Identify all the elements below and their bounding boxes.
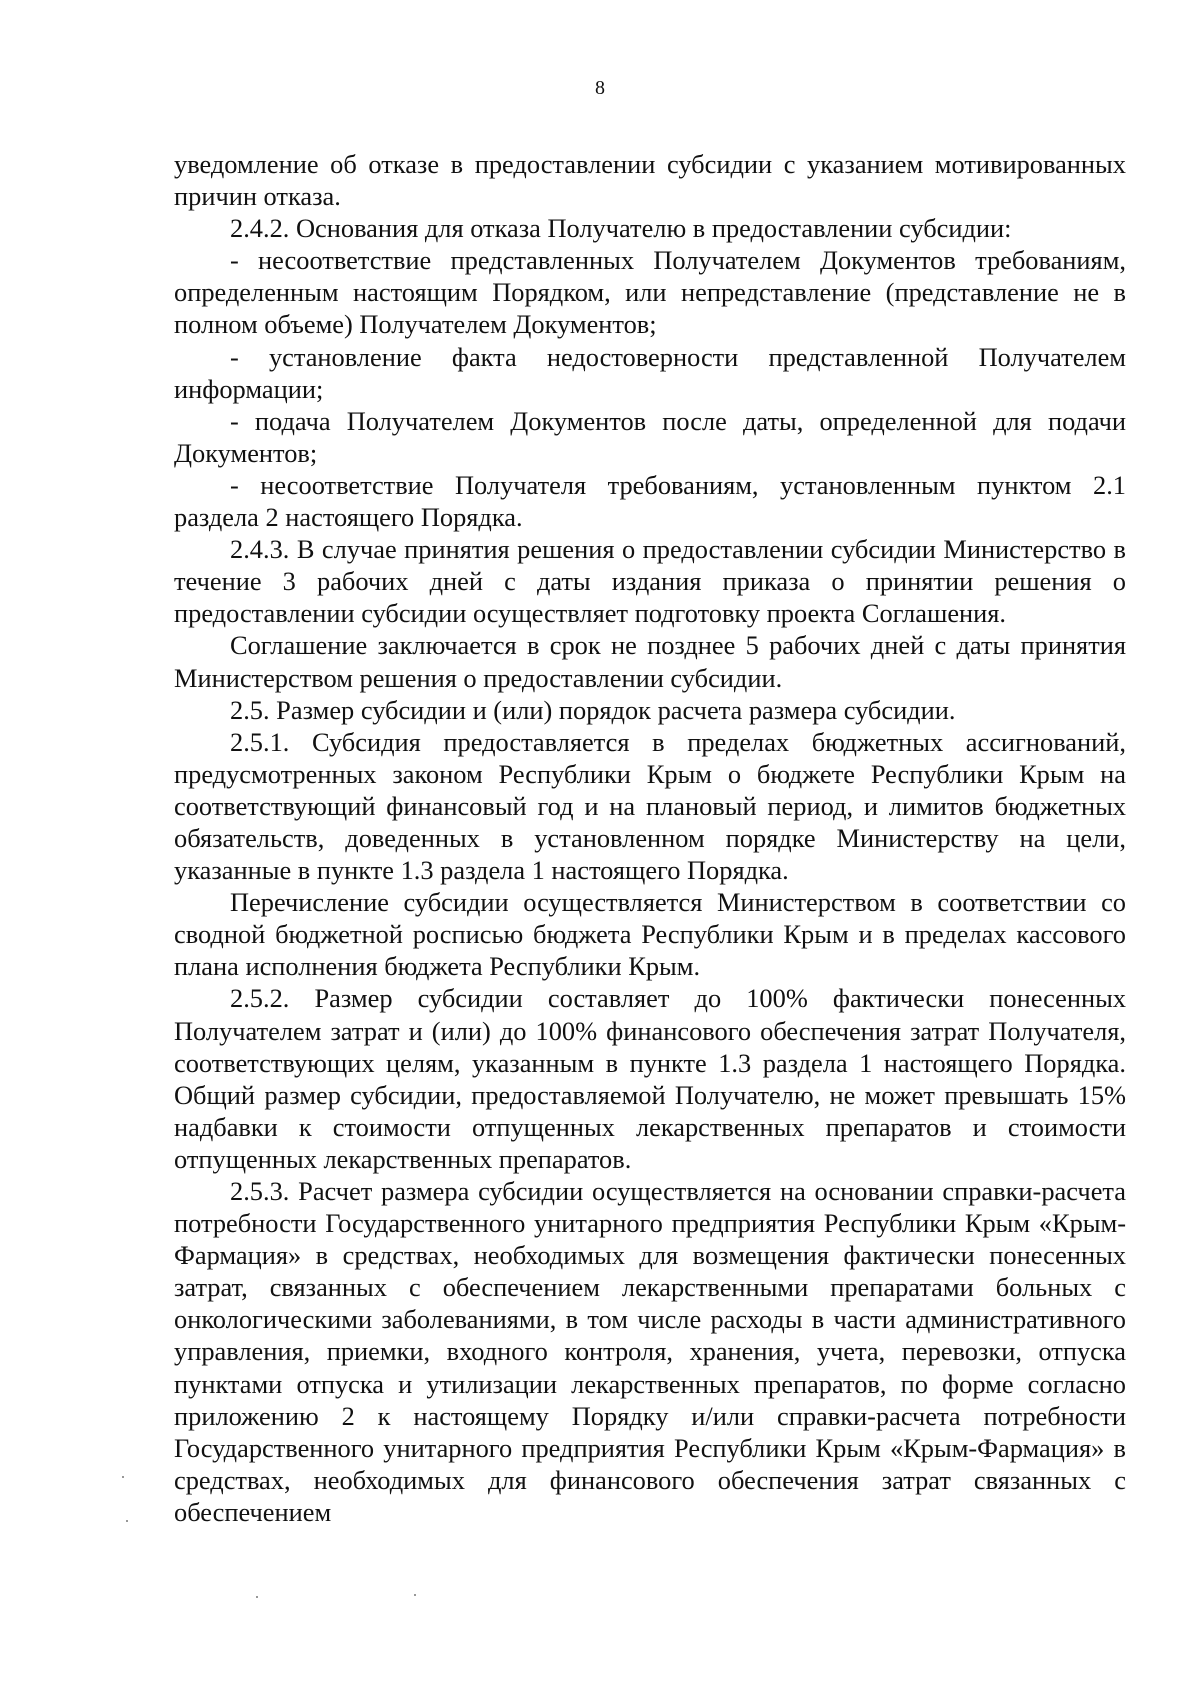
document-text <box>174 148 1126 1528</box>
paragraph-2-5-2: 2.5.2. Размер субсидии составляет до 100% фактически понесенных Получателем затрат и (или) до 100% финансового обеспечения затрат Получателя, соответствующих целям, указанным в пункте 1.3 раздела 1 настоящего Порядка. Общий размер субсидии, предоставляемой Получателю, не может превышать 15% надбавки к стоимости отпущенных лекарственных препаратов и стоимости отпущенных лекарственных препаратов. <box>174 983 1126 1174</box>
paragraph-2-5-1: 2.5.1. Субсидия предоставляется в пределах бюджетных ассигнований, предусмотренных законом Республики Крым о бюджете Республики Крым на соответствующий финансовый год и на плановый период, и лимитов бюджетных обязательств, доведенных в установленном порядке Министерству на цели, указанные в пункте 1.3 раздела 1 настоящего Порядка. <box>174 726 1126 886</box>
paragraph-refusal-notice: уведомление об отказе в предоставлении субсидии с указанием мотивированных причин отказа. <box>174 149 1126 212</box>
paragraph-2-5: 2.5. Размер субсидии и (или) порядок расчета размера субсидии. <box>230 694 956 725</box>
page-number: 8 <box>595 77 605 99</box>
scan-speck <box>126 1520 128 1522</box>
scan-speck <box>256 1596 258 1598</box>
list-item-noncompliance-recipient: - несоответствие Получателя требованиям, установленным пунктом 2.1 раздела 2 настоящего Порядка. <box>174 469 1126 533</box>
scan-speck <box>122 1476 124 1478</box>
paragraph-2-4-3: 2.4.3. В случае принятия решения о предоставлении субсидии Министерство в течение 3 рабочих дней с даты издания приказа о принятии решения о предоставлении субсидии осуществляет подготовку проекта Соглашения. <box>174 534 1126 629</box>
paragraph-2-5-3: 2.5.3. Расчет размера субсидии осуществляется на основании справки-расчета потребности Государственного унитарного предприятия Республики Крым «Крым-Фармация» в средствах, необходимых для возмещения фактически понесенных затрат, связанных с обеспечением лекарственными препаратами больных с онкологическими заболеваниями, в том числе расходы в части административного управления, приемки, входного контроля, хранения, учета, перевозки, отпуска пунктами отпуска и утилизации лекарственных препаратов, по форме согласно приложению 2 к настоящему Порядку и/или справки-расчета потребности Государственного унитарного предприятия Республики Крым «Крым-Фармация» в средствах, необходимых для финансового обеспечения затрат связанных с обеспечением <box>174 1176 1126 1527</box>
paragraph-agreement-term: Соглашение заключается в срок не позднее 5 рабочих дней с даты принятия Министерством решения о предоставлении субсидии. <box>174 630 1126 693</box>
list-item-noncompliance-documents: - несоответствие представленных Получателем Документов требованиям, определенным настоящим Порядком, или непредставление (представление не в полном объеме) Получателем Документов; <box>174 245 1126 340</box>
list-item-late-submission: - подача Получателем Документов после даты, определенной для подачи Документов; <box>174 405 1126 468</box>
list-item-unreliable-info: - установление факта недостоверности представленной Получателем информации; <box>174 341 1126 404</box>
paragraph-transfer: Перечисление субсидии осуществляется Министерством в соответствии со сводной бюджетной росписью бюджета Республики Крым и в пределах кассового плана исполнения бюджета Республики Крым. <box>174 887 1126 982</box>
scan-speck <box>414 1594 416 1596</box>
paragraph-2-4-2: 2.4.2. Основания для отказа Получателю в предоставлении субсидии: <box>230 213 1012 244</box>
